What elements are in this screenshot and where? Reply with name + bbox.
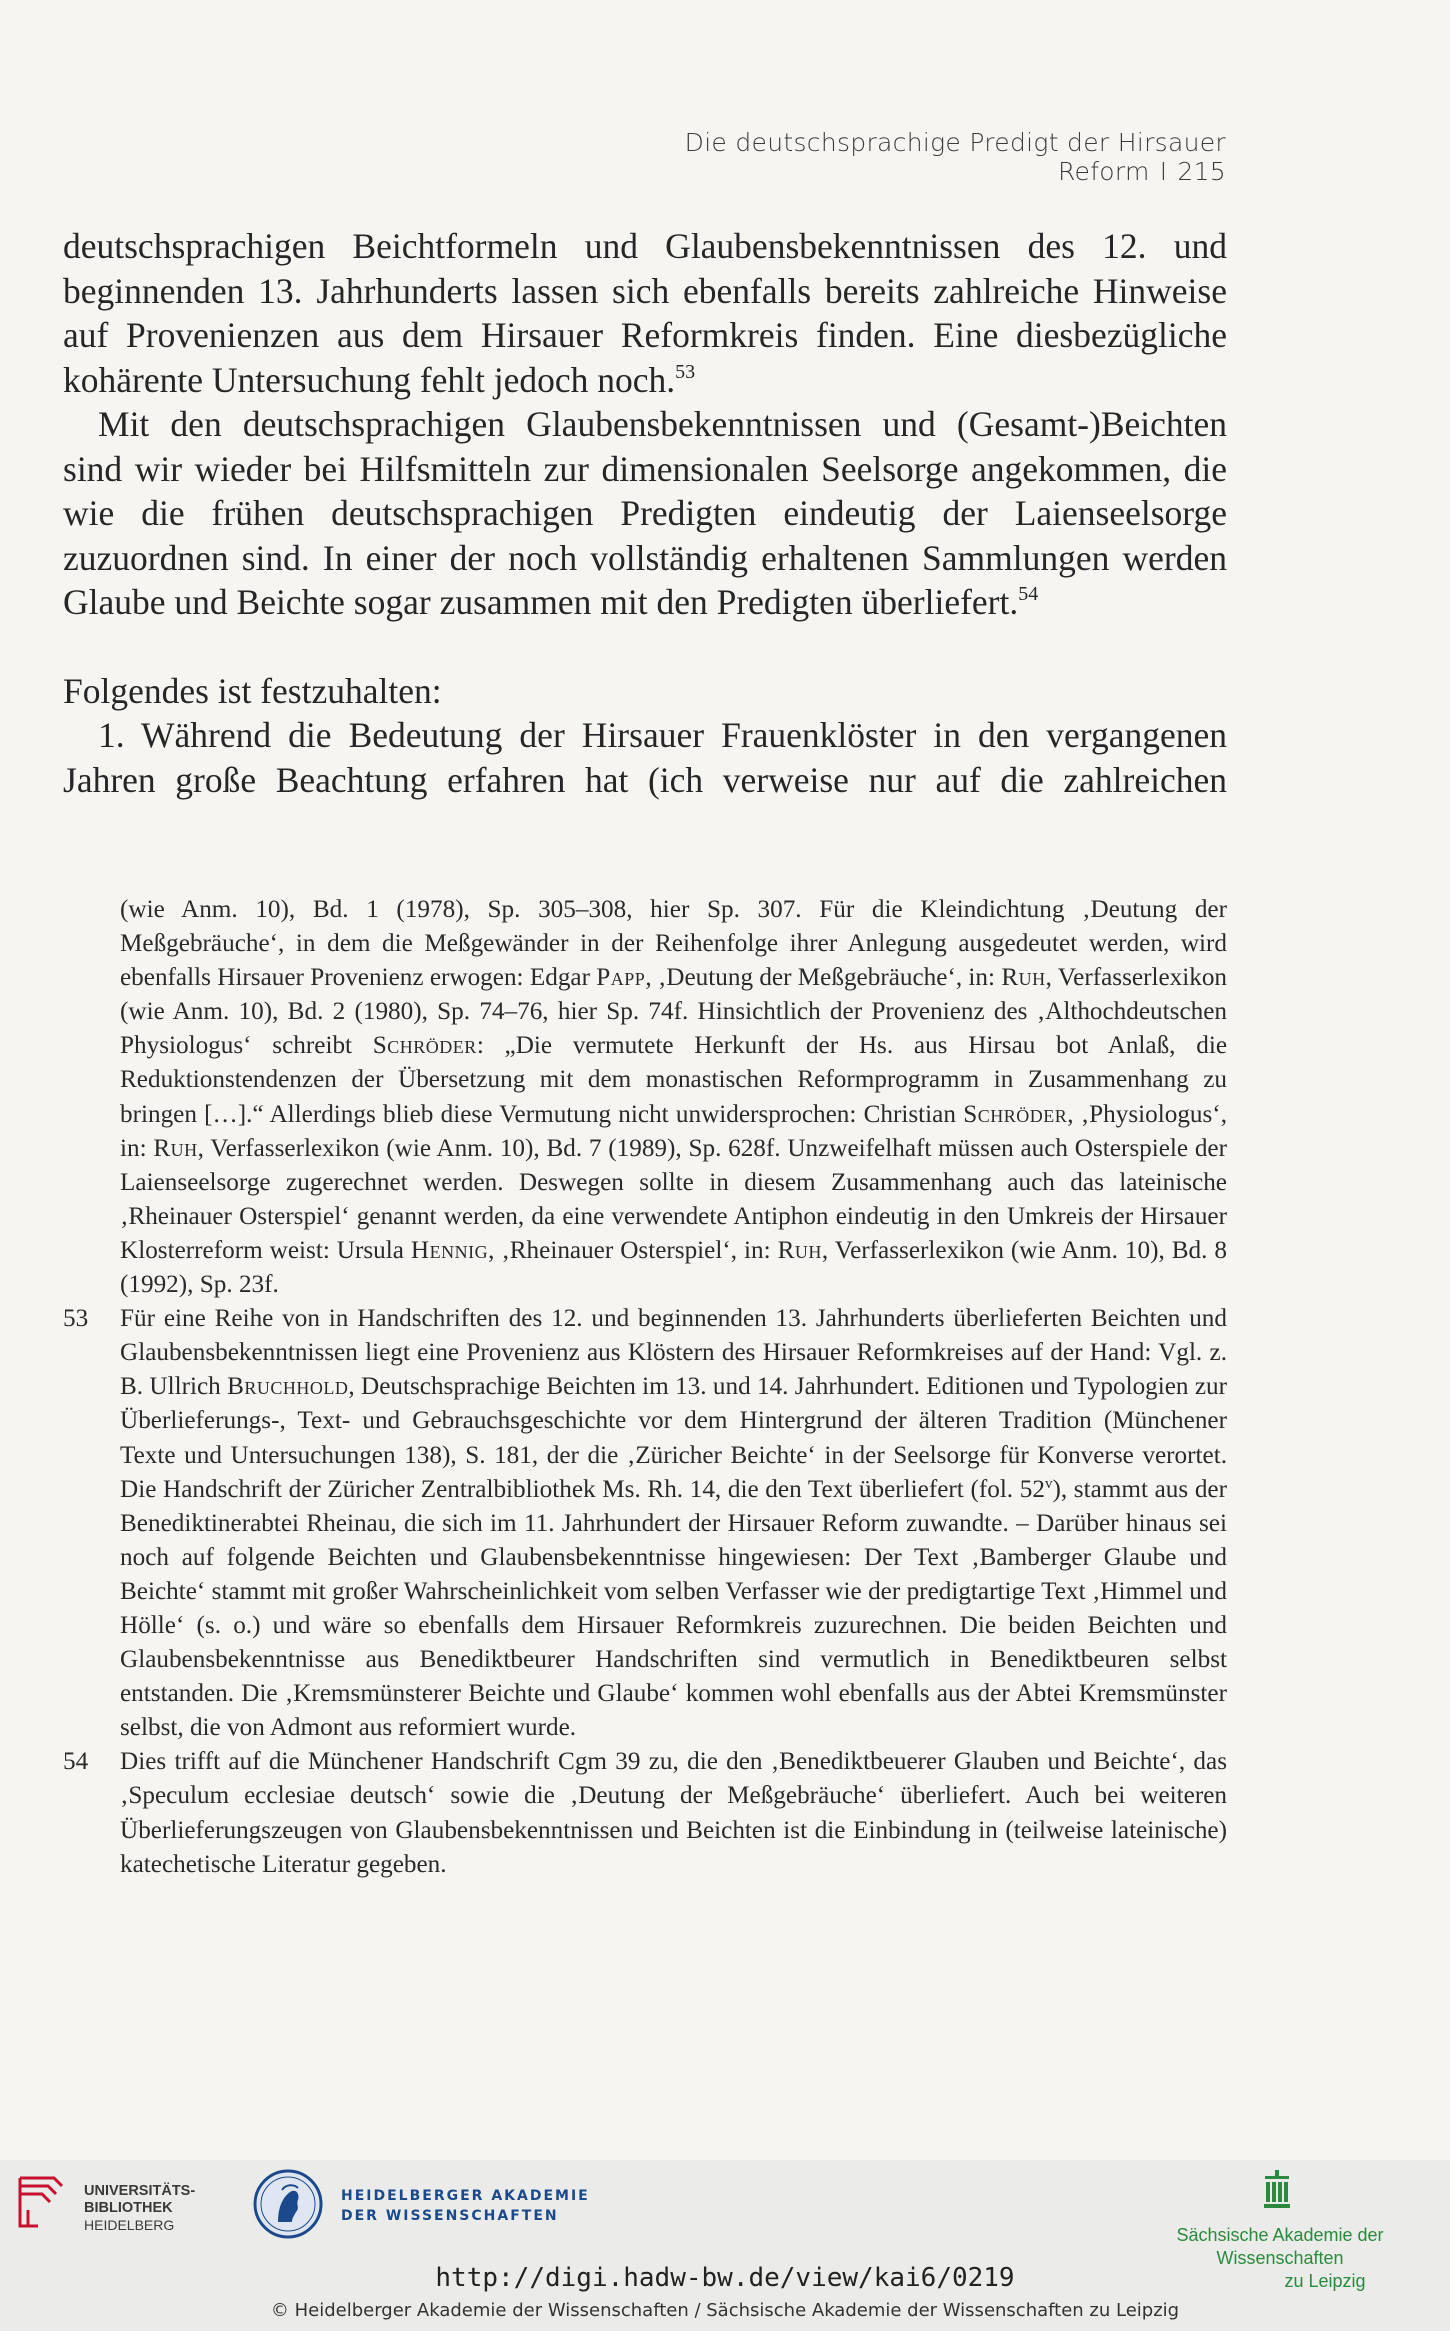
author-name: Schröder <box>963 1100 1068 1128</box>
footnote-53 <box>63 1302 1227 1745</box>
author-name: Hennig <box>410 1236 489 1264</box>
fn53-text-1: Für eine Reihe von in Handschriften des 12. und beginnenden 13. Jahrhunderts überlieferten Beichten und Glaubensbekenntnissen liegt eine Provenienz aus Klöstern des Hirsauer Reformkreises auf der Hand: Vgl. z. B. Ullrich <box>120 1305 1227 1401</box>
paragraph-2-text: Mit den deutschsprachigen Glaubensbekenntnissen und (Gesamt-)Beichten sind wir wieder bei Hilfsmitteln zur dimensionalen Seelsorge angekommen, die wie die frühen deutschsprachigen Predigten eindeutig der Laienseelsorge zuzuordnen sind. In einer der noch vollständig erhaltenen Sammlungen werden Glaube und Beichte sogar zusammen mit den Predigten überliefert. <box>63 404 1227 622</box>
fn-cont-text-5: , ‚Physiologus‘, in: <box>120 1100 1227 1162</box>
permalink-url[interactable]: http://digi.hadw-bw.de/view/kai6/0219 <box>435 2263 1015 2293</box>
author-name: Bruchhold <box>227 1373 349 1401</box>
running-title: Die deutschsprachige Predigt der Hirsauer Reform <box>684 128 1226 186</box>
saw-leipzig-logo-icon[interactable] <box>1262 2170 1292 2210</box>
saw-line-2: zu Leipzig <box>1284 2271 1366 2291</box>
ub-line-1: UNIVERSITÄTS- <box>84 2183 196 2199</box>
running-header <box>520 128 1226 186</box>
fn-cont-text-2: , ‚Deutung der Meßgebräuche‘, in: <box>645 964 1002 992</box>
fn54-text-1: Dies trifft auf die Münchener Handschrift Cgm 39 zu, die den ‚Benediktbeuerer Glauben und Beichte‘, das ‚Speculum ecclesiae deutsch‘ sowie die ‚Deutung der Meßgebräuche‘ überliefert. Auch bei weiteren Überlieferungszeugen von Glaubensbekenntnissen und Beichten ist die Einbindung in (teilweise lateinische) katechetische Literatur gegeben. <box>120 1748 1227 1878</box>
main-text <box>63 224 1227 802</box>
footnote-54 <box>63 1745 1227 1881</box>
paragraph-gap <box>63 625 1227 669</box>
fn-cont-text-4: : „Die vermutete Herkunft der Hs. aus Hirsau bot Anlaß, die Reduktionstendenzen der Übersetzung mit dem monastischen Reformprogramm in Zusammenhang zu bringen […].“ Allerdings blieb diese Vermutung nicht unwidersprochen: Christian <box>120 1032 1227 1128</box>
fn-cont-text-6: , Verfasserlexikon (wie Anm. 10), Bd. 7 (1989), Sp. 628f. Unzweifelhaft müssen auch Osterspiele der Laienseelsorge zugerechnet werden. Deswegen sollte in diesem Zusammenhang auch das lateinische ‚Rheinauer Osterspiel‘ genannt werden, da eine verwendete Antiphon eindeutig in den Umkreis der Hirsauer Klosterreform weist: Ursula <box>120 1134 1228 1264</box>
hadw-line-1: HEIDELBERGER AKADEMIE <box>341 2188 590 2204</box>
ub-heidelberg-label <box>84 2183 195 2234</box>
hadw-line-2: DER WISSENSCHAFTEN <box>341 2208 559 2224</box>
paragraph-4: 1. Während die Bedeutung der Hirsauer Frauenklöster in den vergangenen Jahren große Beachtung erfahren hat (ich verweise nur auf die zahlreichen <box>63 715 1227 800</box>
saw-line-1: Sächsische Akademie der Wissenschaften <box>1176 2225 1384 2268</box>
fn-cont-text-7: , ‚Rheinauer Osterspiel‘, in: <box>488 1236 778 1264</box>
footnote-number: 53 <box>63 1305 89 1333</box>
paragraph-2 <box>63 402 1227 625</box>
fn-cont-text-8: , Verfasserlexikon (wie Anm. 10), Bd. 8 (1992), Sp. 23f. <box>120 1236 1227 1299</box>
paragraph-3: Folgendes ist festzuhalten: <box>63 670 442 711</box>
paragraph-1 <box>63 224 1227 402</box>
author-name: Ruh <box>777 1236 822 1264</box>
ub-line-3: HEIDELBERG <box>84 2217 175 2233</box>
footnote-number: 54 <box>63 1748 89 1776</box>
fn53-text-3: ), stammt aus der Benediktinerabtei Rheinau, die sich im 11. Jahrhundert der Hirsauer Reform zuwandte. – Darüber hinaus sei noch auf folgende Beichten und Glaubensbekenntnisse hingewiesen: Der Text ‚Bamberger Glaube und Beichte‘ stammt mit großer Wahrscheinlichkeit vom selben Verfasser wie der predigtartige Text ‚Himmel und Hölle‘ (s. o.) und wäre so ebenfalls dem Hirsauer Reformkreis zuzurechnen. Die beiden Beichten und Glaubensbekenntnisse aus Benediktbeurer Handschriften sind vermutlich in Benediktbeuren selbst entstanden. Die ‚Kremsmünsterer Beichte und Glaube‘ kommen wohl ebenfalls aus der Abtei Kremsmünster selbst, die von Admont aus reformiert wurde. <box>120 1475 1227 1742</box>
author-name: Papp <box>596 964 646 992</box>
author-name: Ruh <box>153 1134 198 1162</box>
hadw-label <box>341 2186 590 2226</box>
paragraph-1-text: deutschsprachigen Beichtformeln und Glaubensbekenntnissen des 12. und beginnenden 13. Jahrhunderts lassen sich ebenfalls bereits zahlreiche Hinweise auf Provenienzen aus dem Hirsauer Reformkreis finden. Eine diesbezügliche kohärente Untersuchung fehlt jedoch noch. <box>63 226 1227 400</box>
fn-cont-text-1: (wie Anm. 10), Bd. 1 (1978), Sp. 305–308, hier Sp. 307. Für die Kleindichtung ‚Deutung der Meßgebräuche‘, in dem die Meßgewänder in der Reihenfolge ihrer Anlegung ausgedeutet werden, wird ebenfalls Hirsauer Provenienz erwogen: Edgar <box>120 896 1227 992</box>
footnote-ref-54[interactable]: 54 <box>1018 583 1039 605</box>
footnotes <box>63 893 1227 1882</box>
fn-cont-text-3: , Verfasserlexikon (wie Anm. 10), Bd. 2 (1980), Sp. 74–76, hier Sp. 74f. Hinsichtlich der Provenienz des ‚Althochdeutschen Physiologus‘ schreibt <box>120 964 1228 1060</box>
footnote-ref-53[interactable]: 53 <box>675 360 696 383</box>
author-name: Schröder <box>372 1032 477 1060</box>
folio-verso-mark: v <box>1044 1475 1053 1492</box>
copyright-notice: © Heidelberger Akademie der Wissenschaften / Sächsische Akademie der Wissenschaften zu Leipzig <box>270 2300 1180 2321</box>
author-name: Ruh <box>1001 964 1046 992</box>
ub-line-2: BIBLIOTHEK <box>84 2200 173 2216</box>
fn53-text-2: , Deutschsprachige Beichten im 13. und 14. Jahrhundert. Editionen und Typologien zur Überlieferungs-, Text- und Gebrauchsgeschichte vor dem Hintergrund der älteren Tradition (Münchener Texte und Untersuchungen 138), S. 181, der die ‚Züricher Beichte‘ in der Seelsorge für Konverse verortet. Die Handschrift der Züricher Zentralbibliothek Ms. Rh. 14, die den Text überliefert (fol. 52 <box>120 1373 1227 1503</box>
hadw-seal-icon[interactable] <box>252 2168 324 2240</box>
ub-heidelberg-logo-icon[interactable] <box>14 2170 76 2232</box>
header-separator: I <box>1159 157 1168 186</box>
page-number: 215 <box>1177 157 1226 186</box>
footnote-continuation <box>120 893 1227 1302</box>
